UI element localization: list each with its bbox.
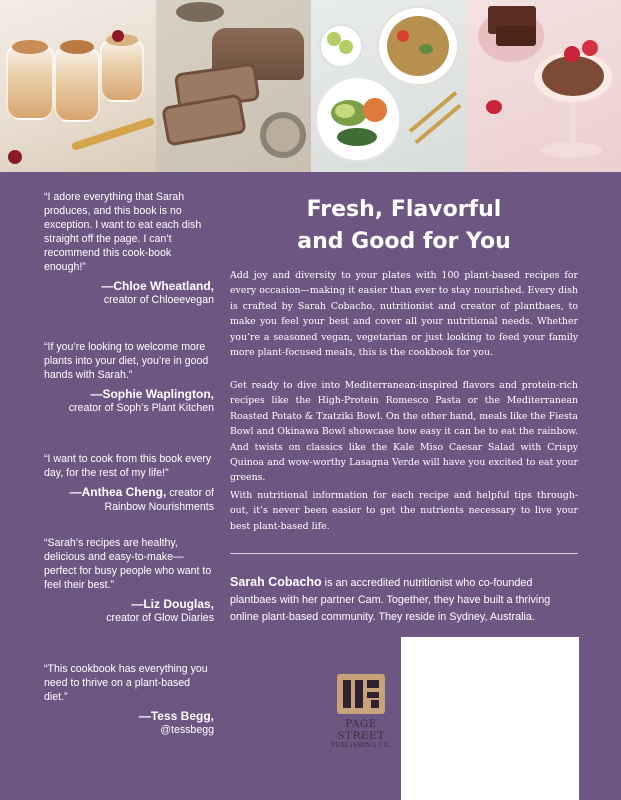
author-bio-text: is an accredited nutritionist who co-founded plantbaes with her partner Cam. Together, they have built a thriving online plant-based community. They reside in Sydney, Australia. (230, 577, 551, 623)
testimonial-attribution (44, 709, 214, 737)
testimonial-attribution (44, 387, 214, 415)
testimonial-name: —Tess Begg, (138, 709, 214, 723)
testimonial-attribution (44, 279, 214, 307)
testimonial-name: —Chloe Wheatland, (101, 279, 214, 293)
description-paragraph-3: With nutritional information for each recipe and helpful tips through-out, it’s never been easier to get the nutrients necessary to live your best plant-based life. (230, 490, 578, 532)
divider (230, 553, 578, 554)
testimonial (44, 662, 214, 737)
testimonial-role: Rainbow Nourishments (104, 501, 214, 513)
barcode-area (401, 637, 579, 800)
testimonial-role: creator of Soph’s Plant Kitchen (68, 402, 214, 414)
photo-chocolate-dessert (466, 0, 621, 172)
testimonial-text: “I want to cook from this book every day, for the rest of my life!” (44, 453, 212, 479)
testimonial (44, 536, 214, 662)
testimonial-name: —Anthea Cheng, (69, 485, 167, 499)
testimonial-text: “I adore everything that Sarah produces, and this book is no exception. I want to eat each dish straight off the page. I can’t recommend this cook-book enough!” (44, 191, 202, 273)
testimonial-name: —Liz Douglas, (131, 597, 214, 611)
photo-overnight-oats-jars (0, 0, 156, 172)
testimonial (44, 340, 214, 452)
title-line-1: Fresh, Flavorful (306, 197, 502, 222)
photo-sliced-bread-loaf (156, 0, 311, 172)
book-title-heading (230, 194, 578, 258)
photo-strip (0, 0, 621, 172)
publisher-logo (330, 674, 392, 764)
publisher-name: PAGE STREET (337, 718, 385, 742)
testimonial (44, 452, 214, 536)
testimonial-role: creator of Chloeevegan (103, 294, 214, 306)
description-paragraph-1: Add joy and diversity to your plates with 100 plant-based recipes for every occasion—making it easier than ever to stay nourished. Every dish is crafted by Sarah Cobacho, nutritionist and creator of plantbaes, to make you feel your best and cover all your nutritional needs. Whether you’re a seasoned vegan, vegetarian or just looking to feed your family more plant-focused meals, this is the cookbook for you. (230, 270, 578, 359)
testimonial-role-prefix: creator of (166, 487, 214, 499)
testimonial-role: creator of Glow Diaries (106, 612, 214, 624)
testimonial-text: “If you’re looking to welcome more plants into your diet, you’re in good hands with Sarah.” (44, 341, 209, 381)
testimonial-attribution (44, 485, 214, 514)
title-line-2: and Good for You (297, 229, 511, 254)
publisher-mark-icon (337, 674, 385, 714)
publisher-sub: PUBLISHING CO. (330, 742, 392, 749)
testimonial-text: “This cookbook has everything you need to thrive on a plant-based diet.” (44, 663, 208, 703)
testimonial-text: “Sarah’s recipes are healthy, delicious and easy-to-make—perfect for busy people who want to feel their best.” (44, 537, 212, 591)
testimonial-attribution (44, 597, 214, 625)
author-bio (230, 574, 578, 626)
description-paragraph-2: Get ready to dive into Mediterranean-inspired flavors and protein-rich recipes like the High-Protein Romesco Pasta or the Mediterranean Roasted Potato & Tzatziki Bowl. On the other hand, meals like the Fiesta Bowl and Okinawa Bowl showcase how easy it can be to eat the rainbow. And twists on classics like the Kale Miso Caesar Salad with Crispy Quinoa and wow-worthy Lasagna Verde will have you excited to eat your greens. (230, 380, 578, 484)
testimonial-role: @tessbegg (160, 724, 214, 736)
author-name: Sarah Cobacho (230, 575, 322, 589)
testimonial (44, 190, 214, 340)
testimonials (44, 190, 214, 737)
testimonial-name: —Sophie Waplington, (90, 387, 214, 401)
photo-buddha-bowl (311, 0, 466, 172)
